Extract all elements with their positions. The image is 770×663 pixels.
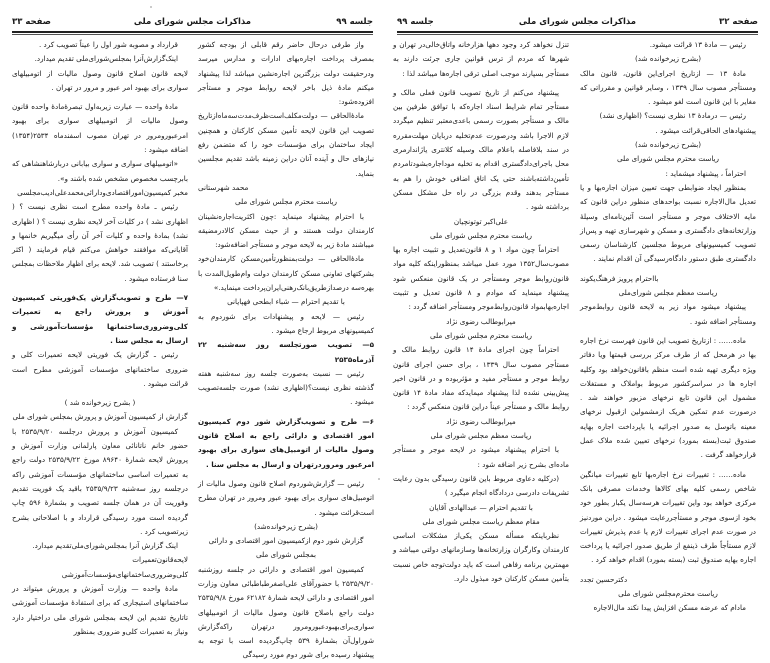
running-title: مذاکرات مجلس شورای ملی: [133, 17, 252, 27]
paragraph: نظرباینکه مسأله مسکن یکی‌از مشکلات اساسی کارمندان وکارگران وزارتخانه‌ها وسازمانهای دولتی میباشد و مهمترین برنامه رفاهی است که باید دولت‌توجه خاص نسبت بتأمین مسکن کارکنان خود مبذول دارد.: [393, 531, 569, 583]
paragraph: قرارداد و مصوبه شور اول را عیناً تصویب کرد .: [38, 40, 178, 49]
scan-speck: [378, 478, 380, 480]
paragraph: ماده…… : تغییرات نرخ اجاره‌بها تابع تغییرات میانگین شاخص رسمی کلیه بهای کالاها وخدمات مصرفی بانک مرکزی خواهد بود واین تغییرات هرسه‌سال یکبار بطور خود بخود ازسوی موجر و مستأجررعایت میشود . دراین موردنیز در صورت عدم اجرای تغییرات لازم یا عدم پذیرش تغییرات لازم مستأجاً طرف ذینفع از طریق صدور اجرائیه یا پرداخت اجاره بهایه صندوق ثبت (بسته بمورد) اقدام خواهد کرد .: [580, 469, 756, 565]
address-heading: ریاست محترم‌مجلس شورای ملی: [618, 588, 718, 598]
session-label: جلسه ۹۹: [397, 17, 434, 27]
paragraph: کمیسیون امور اقتصادی و دارائی در جلسه روزشنبه ۲۵۳۵/۹/۲۰ با حضورآقای علی‌اصغرطباطبائی معاون وزارت امور اقتصادی و دارائی لایحه شمارهٔ ۶۲۱۸۲ مورخ ۲۵۳۵/۹/۸ دولت راجع باصلاح قانون وصول مالیات از اتومبیلهای سواری‌برای‌بهبود‌عبورو‌مرور درتهران راکه‌گزارش شوراول‌آن بشمارهٔ ۵۳۹ چاپ‌گردیده است با توجه به پیشنهاد رسیده برای شور دوم مورد رسیدگی: [198, 564, 374, 660]
paragraph: رئیس — مادهٔ ۱۳ قرائت میشود.: [649, 40, 746, 49]
report-heading: گزارش از کمیسیون آموزش و پرورش بمجلس شورای ملی: [12, 412, 188, 422]
paragraph: رئیس ـ گزارش یک فوریتی لایحه تعمیرات کلی و ضروری ساختمانهای مؤسسات آموزشی مطرح است قرائت میشود .: [12, 350, 188, 388]
right-page: [385, 0, 770, 613]
left-page: [0, 0, 385, 660]
paragraph: رئیس ـ مادهٔ واحده مطرح است نظری نیست ؟ ( اظهاری نشد ) در کلیات آخر لایحه نظری نیست ؟ ( اظهاری نشد) بمادهٔ واحده و کلیات آخر آن رأی میگیریم خانمها و آقایانی‌که موافقند خواهش می‌کنم قیام فرمایند ( اکثر برخاستند ) تصویب شد. لایحه برای اظهار ملاحظات بمجلس سنا فرستاده میشود .: [12, 202, 188, 283]
paragraph: واز طرفی درحال حاضر رقم قابلی از بودجه کشور بمصرف پرداخت اجاره‌بهای ادارات و مدارس میرسد ودرحقیقت دولت بزرگترین اجاره‌نشین میباشد لذا پیشنهاد میکنم مادهٔ ذیل باخر لایحه روابط موجر و مستأجر افزوده‌شود:: [198, 40, 374, 107]
paragraph: تنزل نخواهد کرد وجود دهها هزارخانه واتاق‌خالی‌در تهران و شهرها که مردم از ترس قوانین جاری جرئت دارند به مستأجر بسپارند موجب اصلی ترقی اجاره‌ها میباشد لذا :: [393, 40, 569, 78]
address-heading: ریاست محترم مجلس شورای ملی: [616, 154, 720, 164]
paragraph: مادهٔ‌الحاقی — دولت‌مکلف‌است‌ظرف‌مدت‌سه‌ماه‌ازتاریخ تصویب این قانون لایحه تأمین مسکن کارکنان و همچنین ایجاد ساختمان برای مؤسسات خود را که متضمن رفع نیازهای حال و آینده آنان دراین زمینه باشد تقدیم مجلسین بنماید.: [198, 111, 374, 178]
address-heading: مقام معظم ریاست مجلس شورای ملی: [422, 516, 540, 526]
paragraph: رئیس — لایحه و پیشنهادات برای شوردوم به کمیسیونهای مربوط ارجاع میشود .: [198, 311, 374, 335]
text-column-left: [393, 38, 569, 586]
signature: علی‌اکبر توتونچیان: [453, 216, 509, 226]
paragraph: اینک گزارش آنرا بمجلس‌شورای‌ملی‌تقدیم میدارد.: [32, 541, 178, 551]
note: ( بشرح زیرخوانده شد ): [64, 398, 136, 408]
paragraph: «اتومبیلهای سواری و سواری بیابانی دربارشاهنشاهی که بابرچسب مخصوص مشخص شده باشند و».: [12, 159, 188, 183]
text-column-left: [12, 38, 188, 639]
paragraph: با احترام پیشنهاد میشود در لایحه موجر و مستأجر ماده‌ای بشرح زیر اضافه شود :: [393, 445, 569, 469]
paragraph: اینک‌گزارش‌آنرا بمجلس‌شورای‌ملی تقدیم میدارد.: [34, 54, 178, 64]
scan-speck: [150, 6, 152, 8]
paragraph: رئیس — نسبت به‌صورت جلسه روز سه‌شنبه هفته گذشته نظری نیست؟(اظهاری نشد) صورت جلسه‌تصویب میشود .: [198, 368, 374, 407]
signature: بااحترام پرویز فرهنگ‌یکوند: [580, 273, 659, 283]
paragraph: پیشنهادهای الحاقی‌قرائت میشود .: [655, 125, 756, 135]
report-heading: گزارش شور دوم ازکمیسیون امور اقتصادی و دارائی بمجلس شورای ملی: [208, 536, 364, 560]
text-column-right: [580, 38, 756, 616]
signature: میرابوطالب رضوی نژاد: [446, 416, 516, 426]
signature: با تقدیم احترام — شباء ابطحی فهپایانی: [227, 297, 345, 307]
address-heading: ریاست معظم مجلس شورای ملی: [430, 431, 532, 441]
note: (بشرح زیرخوانده شد): [634, 140, 702, 150]
paragraph: پیشنهاد می‌کنم از تاریخ تصویب قانون فعلی مالک و مستأجر تمام شرایط اسناد اجاره‌که با توافق طرفین بین مالک و مستأجر بصورت رسمی باعدی‌معتبر تنظیم میگردد لازم الاجرا باشد ودرصورت عدم‌تخلیه دربایان مهلت‌مقرره در سند بلافاصله باعلام مالک وسیله کلانتری یاژاندارمری محل باجرای‌دادگستری اقدام به تخلیه موداجاره‌بشودتامردم تأمین‌داشته‌باشند حتی یک اتاق اضافی خودش را هم به مستأجر بدهند وقدم بزرگی در راه حل مشکل مسکن برداشته شود .: [393, 87, 569, 212]
paragraph: (درکلیه دعاوی مربوط باین قانون رسیدگی بدون رعایت تشریفات دادرسی دردادگاه انجام میگیرد ): [393, 473, 569, 498]
paragraph: مادهٔ ۱۳ — ازتاریخ اجرای‌این قانون، قانون مالک ومستأجر مصوب سال ۱۳۳۹ ، وسایر قوانین و مقرراتی که مغایر با این قانون است لغو میشود .: [580, 68, 756, 107]
paragraph: با احترام پیشنهاد مینماید :چون اکثریت‌اجاره‌نشینان کارمندان دولت هستند و از حیث مسکن کالا‌درمضیقه میباشند مادهٔ زیر به لایحه موجر و مستأجر اضافه‌شود:: [198, 211, 374, 250]
signature: محمد شهرستانی: [198, 182, 249, 192]
address-heading: ریاست محترم مجلس شورای ملی: [429, 230, 533, 240]
address-heading: ریاست معظم مجلس شورای‌ملی: [618, 288, 718, 298]
text-column-right: [198, 38, 374, 663]
paragraph: پیشنهاد میشود مواد زیر به لایحه قانون روابط‌موجر ومستأجر اضافه شود .: [580, 302, 756, 326]
header-rule: [397, 31, 758, 35]
running-title: مذاکرات مجلس شورای ملی: [518, 17, 637, 27]
rapporteur: مخبر کمیسیون‌امور‌اقتصادی‌ودارائی‌محمدعلی‌ادیب‌مجلسی: [17, 187, 188, 197]
paragraph: بمنظور ایجاد ضوابطی جهت تعیین میزان اجاره‌بها و یا تعدیل مال‌الاجاره نسبت بواحدهای منظور دراین قانون که مایه الاختلاف موجر و مستأجر است آئین‌نامه‌ای وسیلهٔ وزارتخانه‌های دادگستری و مسکن و شهرسازی تهیه و پس‌از تصویب کمیسیونهای مربوط مجلسین کارشناسان رسمی دادگستری طبق دستور دادگاه‌رسیدگی آن اقدام نمایند .: [580, 182, 756, 264]
section-heading: ۶— طرح و تصویب‌گزارش شور دوم کمیسیون امور اقتصادی و دارائی راجع به اصلاح قانون وصول مالیات از اتومبیل‌های سواری برای بهبود امرعبور ومرور‌درتهران و ارسال به مجلس سنا .: [198, 416, 374, 469]
session-label: جلسه ۹۹: [336, 17, 373, 27]
paragraph: ماده…… : ازتاریخ تصویب این قانون فهرست نرخ اجاره بها در هرمحل که از طرف مرکز بررسی قیمتها ویا دفاتر ویژه دیگری تهیه شده است منظم باقانون‌خواهد بود وکلیه اجاره ها در سراسرکشور مربوط بواملاک و مستغلات مشمول این قانون تابع نرخهای مزبور خواهند شد . درصورت عدم تمکین هریک ازمشمولین ازقبول نرخهای معینه باتوسل به صدور اجرائیه یا باپرداخت اجاره بهایه صندوق ثبت(بسته بمورد) نرخهای تعیین شده ملاک عمل قرارخواهد گرفت .: [580, 335, 756, 460]
paragraph: احتراماً چون اجرای مادهٔ ۱۴ قانون روابط مالک و مستأجر مصوب سال ۱۳۳۹ ، برای حسن اجرای قانون روابط موجر و مستأجر مفید و مؤثربوده و در قانون اخیر پیش‌بینی نشده لذا پیشنهاد میمایدکه مفاد مادهٔ ۱۴ قانون روابط مالک و مستأجر عیناً دراین قانون منعکس گردد :: [393, 345, 569, 412]
signature: دکترحسین تجدد: [580, 574, 628, 584]
paragraph: مادهٔ‌الحاقی — دولت‌بمنظورتأمین‌مسکن کارمندان‌خود بشرکتهای تعاونی مسکن کارمندان دولت وام‌طویل‌المدت با بهره‌سه درصد‌ازطریق‌بانک‌رهنی‌ایران‌پرداخت مینماید.»: [198, 254, 374, 293]
paragraph: مادام که عرضه مسکن افزایش پیدا نکند مال‌الاجاره: [593, 603, 746, 613]
paragraph: کمیسیون آموزش و پرورش درجلسه ۲۵۳۵/۹/۲۰ با حضور خانم ناتانائی معاون پارلمانی وزارت آموزش و پرورش لایحه شمارهٔ ۸۹۶۴۰ مورخ ۲۵۳۵/۹/۲۲ دولت راجع به تعمیرات اساسی ساختمانهای مؤسسات آموزشی راکه درجلسه روز سه‌شنبه ۲۵۳۵/۹/۲۳ باقید یک فوریت تقدیم وفوریت آن در همان جلسه تصویب و بشمارهٔ ۵۹۶ چاپ گردیده است مورد رسیدگی قرارداد و با اصلاحاتی بشرح زیرتصویب کرد .: [12, 426, 189, 536]
paragraph: مادهٔ واحده — عبارت زیربه‌اول تبصرهٔ‌مادهٔ واحده قانون وصول مالیات از اتومبیلهای سواری برای بهبود امرعبورومرور در تهران مصوب اسفندماه ۲۵۳۴(۱۳۵۴) اضافه میشود :: [12, 102, 188, 155]
note: (بشرح زیرخوانده شد): [634, 54, 702, 64]
page-number: صفحه ۳۳: [12, 17, 51, 27]
signature: میرابوطالب رضوی نژاد: [446, 316, 516, 326]
page-header: [12, 14, 373, 30]
header-rule: [12, 31, 373, 35]
address-heading: ریاست محترم مجلس شورای ملی: [429, 330, 533, 340]
signature: با تقدیم احترام — عبدالهادی آقایان: [429, 502, 533, 512]
paragraph: رئیس — گزارش‌شوردوم اصلاح قانون وصول مالیات از اتومبیل‌های سواری برای بهبود عبور ومرور در تهران مطرح است‌قرائت میشود .: [198, 478, 374, 517]
section-heading: ۵— تصویب صورتجلسه روز سه‌شنبه ۲۲ آذرماه۲۵۳۵: [198, 340, 374, 364]
bill-title: لایحه‌قانون‌تعمیرات کلی‌وضروری‌ساختمانهای‌مؤسسات‌آموزشی: [61, 555, 188, 579]
address-heading: ریاست محترم مجلس شورای ملی: [234, 197, 338, 207]
paragraph: مادهٔ واحده — وزارت آموزش و پرورش میتواند در ساختمانهای استیجاری که برای استفادهٔ مؤسسات آموزشی تاتاریخ تقدیم این لایحه بمجلس شورای ملی دراختیار دارد ونیاز به تعمیرات کلی‌و ضروری بمنظور: [12, 583, 188, 636]
section-heading: ۷— طرح و تصویب‌گزارش یک‌فوریتی کمیسیون آموزش و پرورش راجع به تعمیرات کلی‌وضروری‌ساختمانها مؤسسات‌آموزشی و ارسال به مجلس سنا .: [12, 293, 188, 345]
bill-title: لایحه قانون اصلاح قانون وصول مالیات از اتومبیلهای سواری برای بهبود امر عبور و مرور در تهران .: [12, 68, 188, 92]
page-header: [397, 14, 758, 30]
note: (بشرح زیرخوانده‌شد): [254, 521, 318, 531]
page-number: صفحه ۳۲: [719, 17, 758, 27]
paragraph: احتراماً ، پیشنهاد میشماید :: [665, 168, 746, 178]
paragraph: احتراماً چون مواد ۱ و ۸ قانون‌تعدیل و تثبیت اجاره بها مصوب‌سال۱۳۵۲ مورد عمل میباشد بمنظوراینکه کلیه مواد قانون‌روابط موجر ومستأجر در یک قانون منعکس شود پیشنهاد مینماید که موادم و ۸ قانون تعدیل و تثبیت اجاره‌بهابمواد قانون‌روابط‌موجر ومستأجر اضافه گردد :: [393, 245, 569, 312]
paragraph: رئیس — درمادهٔ ۱۳ نظری نیست؟ (اظهاری نشد): [599, 111, 746, 121]
